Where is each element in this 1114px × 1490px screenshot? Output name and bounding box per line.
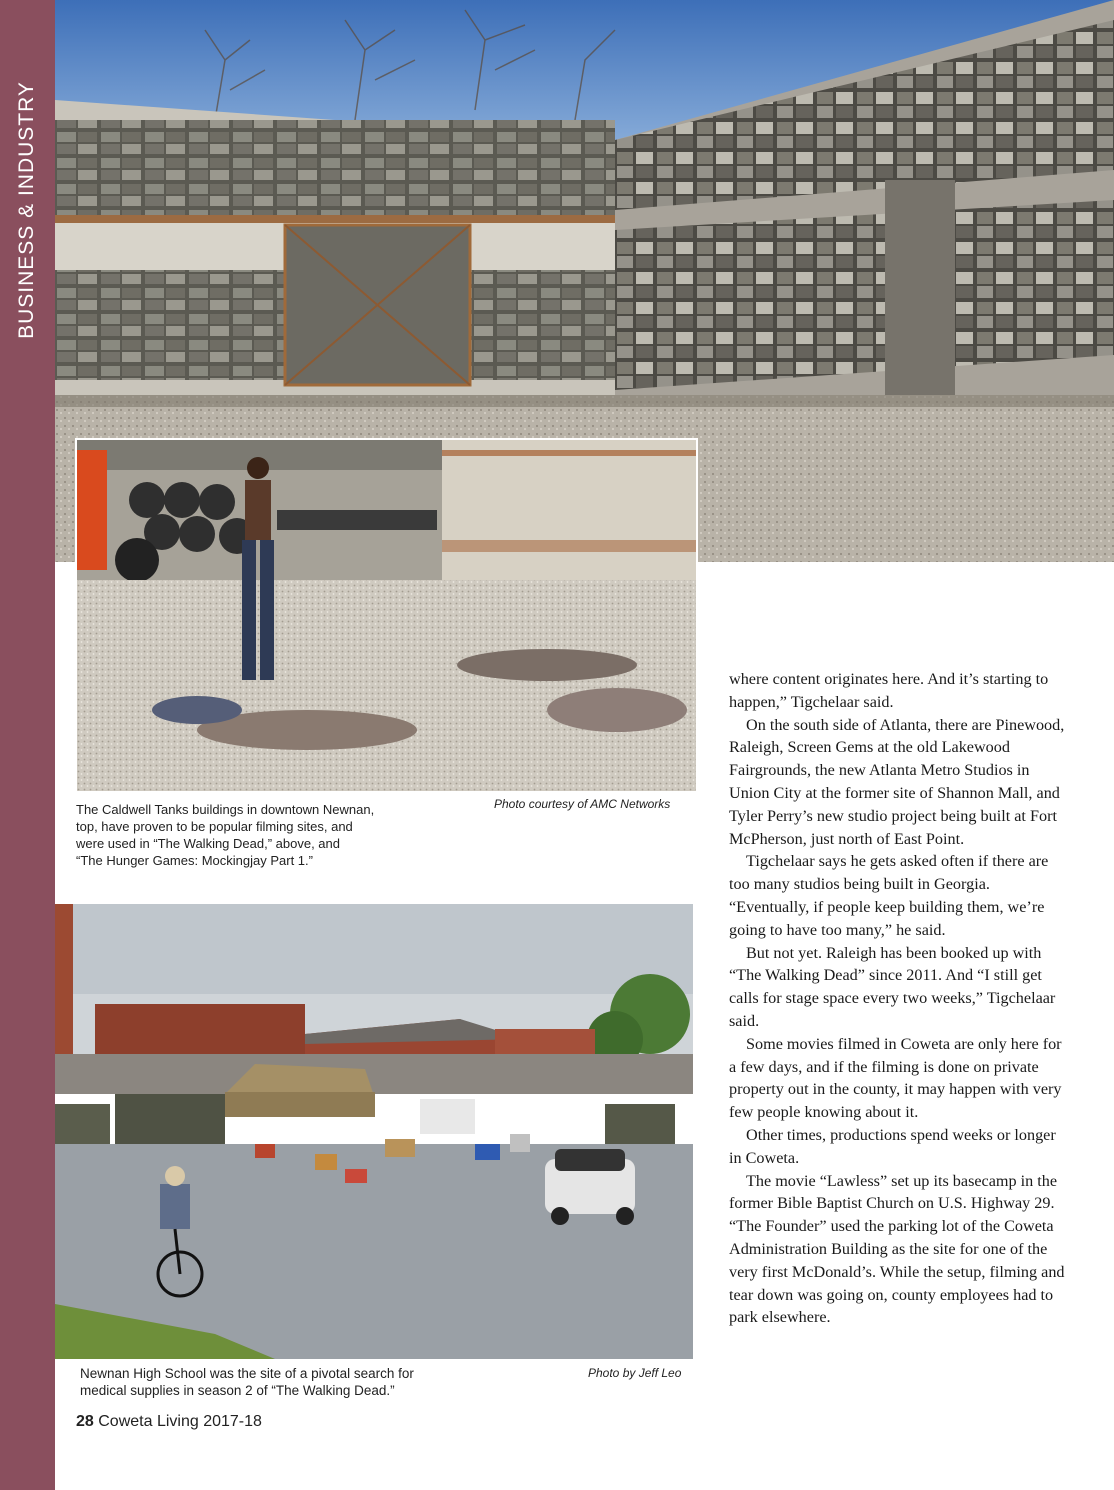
article-paragraph: The movie “Lawless” set up its basecamp in the former Bible Baptist Church on U.S. Highway 29. “The Founder” used the parking lot of the Coweta Administration Building as the site for one of the very first McDonald’s. While the setup, filming and tear down was going on, county employees had to park elsewhere. — [729, 1171, 1065, 1327]
caption-line: were used in “The Walking Dead,” above, and — [76, 836, 340, 851]
top-photo-credit: Photo courtesy of AMC Networks — [494, 797, 671, 811]
caption-line: “The Hunger Games: Mockingjay Part 1.” — [76, 853, 313, 868]
article-paragraph: Tigchelaar says he gets asked often if there are too many studios being built in Georgia. “Eventually, if people keep building them, we’re going to have too many,” he said. — [729, 852, 1049, 939]
top-photo-caption — [76, 801, 476, 869]
caption-line: top, have proven to be popular filming sites, and — [76, 819, 353, 834]
photo-newnan-high-school — [55, 904, 693, 1359]
article-paragraph: Some movies filmed in Coweta are only here for a few days, and if the filming is done on private property out in the county, it may happen with very few people knowing about it. — [729, 1034, 1062, 1122]
article-body — [729, 668, 1069, 1329]
page-number: 28 — [76, 1413, 94, 1430]
section-sidebar — [0, 0, 55, 1490]
publication-name: Coweta Living 2017-18 — [98, 1413, 262, 1430]
caption-line: medical supplies in season 2 of “The Walking Dead.” — [80, 1383, 395, 1398]
caption-line: The Caldwell Tanks buildings in downtown Newnan, — [76, 802, 375, 817]
article-paragraph: where content originates here. And it’s starting to happen,” Tigchelaar said. — [729, 670, 1049, 711]
photo-walking-dead-scene — [75, 438, 698, 793]
article-paragraph: On the south side of Atlanta, there are Pinewood, Raleigh, Screen Gems at the old Lakewood Fairgrounds, the new Atlanta Metro Studios in Union City at the former site of Shannon Mall, and Tyler Perry’s new studio project being built at Fort McPherson, just north of East Point. — [729, 715, 1065, 848]
caption-line: Newnan High School was the site of a pivotal search for — [80, 1366, 414, 1381]
article-paragraph: Other times, productions spend weeks or longer in Coweta. — [729, 1125, 1056, 1167]
page-footer — [76, 1413, 262, 1431]
article-paragraph: But not yet. Raleigh has been booked up with “The Walking Dead” since 2011. And “I still get calls for stage space every two weeks,” Tigchelaar said. — [729, 943, 1056, 1030]
bottom-photo-credit: Photo by Jeff Leo — [588, 1366, 682, 1380]
bottom-photo-caption — [80, 1365, 500, 1399]
section-label: BUSINESS & INDUSTRY — [15, 81, 38, 339]
